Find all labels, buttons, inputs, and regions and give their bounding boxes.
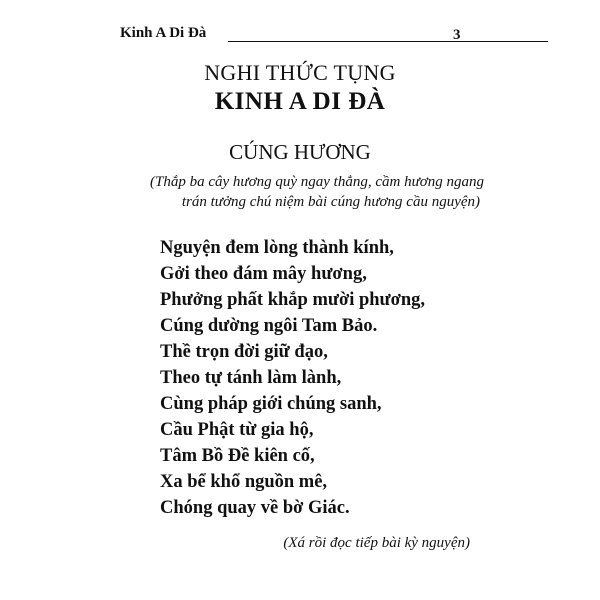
running-header (120, 25, 470, 45)
verse-line: Xa bể khổ nguồn mê, (160, 472, 328, 492)
verse-line: Theo tự tánh làm lành, (160, 368, 342, 388)
instruction-line-2: trán tưởng chú niệm bài cúng hương cầu nguyện) (181, 194, 480, 210)
section-heading: CÚNG HƯƠNG (229, 140, 371, 164)
header-rule (228, 41, 548, 42)
verse-line: Cúng dường ngôi Tam Bảo. (160, 316, 378, 336)
verse-line: Thề trọn đời giữ đạo, (160, 342, 328, 362)
instruction-line-1: (Thắp ba cây hương quỳ ngay thẳng, cầm hương ngang (150, 174, 484, 190)
verse-line: Gởi theo đám mây hương, (160, 264, 367, 284)
verse-line: Phưởng phất khắp mười phương, (160, 290, 426, 310)
verse-list (160, 235, 425, 521)
verse-line: Nguyện đem lòng thành kính, (160, 238, 394, 258)
verse-line: Chóng quay về bờ Giác. (160, 498, 350, 518)
running-title: Kinh A Di Đà (120, 25, 207, 41)
closing-note: (Xá rồi đọc tiếp bài kỳ nguyện) (283, 535, 470, 551)
title-line-2: KINH A DI ĐÀ (214, 88, 386, 115)
verse-line: Cầu Phật từ gia hộ, (160, 420, 314, 440)
verse-line: Tâm Bồ Đề kiên cố, (160, 446, 315, 466)
title-line-1: NGHI THỨC TỤNG (204, 60, 396, 85)
instruction-note (150, 172, 484, 212)
verse-line: Cùng pháp giới chúng sanh, (160, 394, 382, 414)
page-number: 3 (453, 27, 461, 43)
